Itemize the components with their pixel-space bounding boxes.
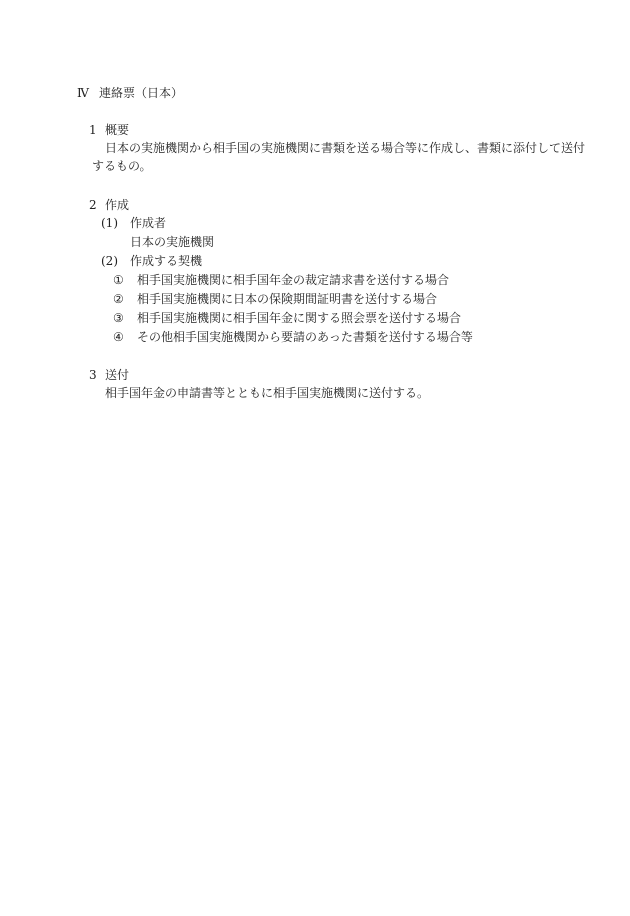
section-1-title: 概要 [105, 123, 130, 137]
list-item-text: 相手国実施機関に日本の保険期間証明書を送付する場合 [137, 292, 438, 306]
subsection-1-body: 日本の実施機関 [130, 235, 215, 249]
list-item-text: その他相手国実施機関から要請のあった書類を送付する場合等 [137, 330, 473, 344]
list-item-marker: ② [113, 292, 124, 306]
subsection-2-title: 作成する契機 [130, 254, 203, 268]
page-title: 連絡票（日本） [99, 86, 184, 100]
subsection-1-number: (1) [101, 216, 118, 230]
section-3-body: 相手国年金の申請書等とともに相手国実施機関に送付する。 [105, 386, 430, 400]
section-1-paragraph-line-1: 日本の実施機関から相手国の実施機関に書類を送る場合等に作成し、書類に添付して送付 [105, 141, 586, 155]
section-1-paragraph-line-2: するもの。 [92, 159, 152, 173]
section-1-number: 1 [89, 123, 97, 137]
heading-number: Ⅳ [77, 86, 89, 100]
list-item-text: 相手国実施機関に相手国年金に関する照会票を送付する場合 [137, 311, 462, 325]
section-3-number: 3 [89, 368, 97, 382]
list-item-text: 相手国実施機関に相手国年金の裁定請求書を送付する場合 [137, 273, 450, 287]
section-3-title: 送付 [105, 368, 130, 382]
section-2-title: 作成 [105, 198, 130, 212]
list-item-marker: ① [113, 273, 124, 287]
subsection-2-number: (2) [101, 254, 118, 268]
list-item-marker: ④ [113, 330, 124, 344]
section-2-number: 2 [89, 198, 97, 212]
subsection-1-title: 作成者 [130, 216, 167, 230]
list-item-marker: ③ [113, 311, 124, 325]
